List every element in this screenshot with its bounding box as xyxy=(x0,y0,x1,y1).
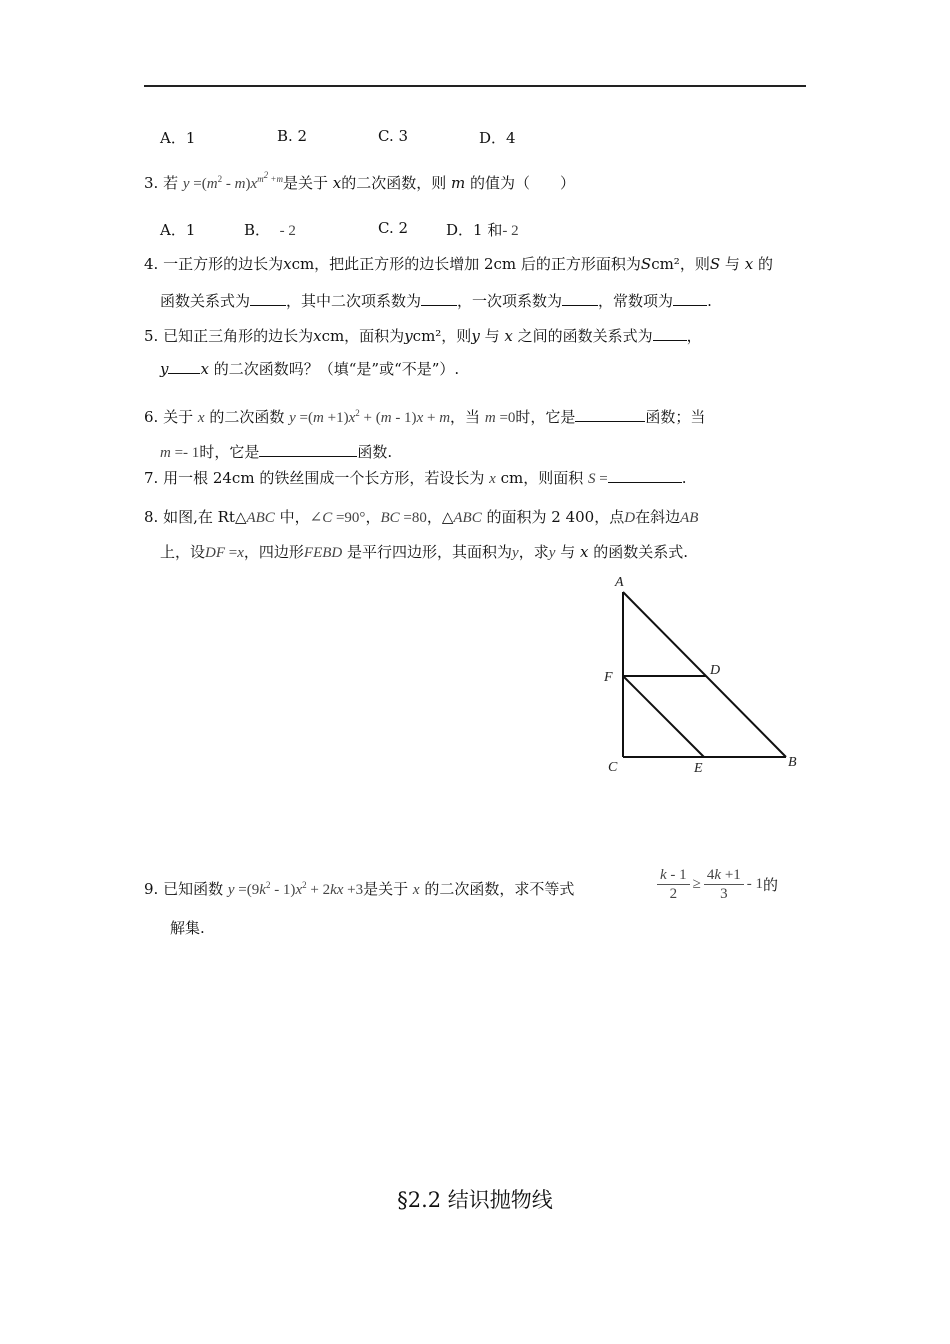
question-7: 7. 用一根 24cm 的铁丝围成一个长方形，若设长为 x cm，则面积 S = . xyxy=(144,469,687,487)
q2-option-a: A．1 xyxy=(160,129,196,147)
label-b: B xyxy=(788,755,797,770)
q3-option-c: C. 2 xyxy=(378,219,409,237)
question-6-line-1: 6. 关于 x 的二次函数 $y =(m +1)x^2 + (m - 1)x + m$，当 m =0时，它是 函数；当 xyxy=(144,408,706,426)
label-a: A xyxy=(615,575,624,590)
segment-fe xyxy=(623,676,704,757)
label-d: D xyxy=(710,663,721,678)
header-rule xyxy=(144,85,806,87)
q9-inequality: $\frac{k - 1}{2}$ ≥ $\frac{4k +1}{3}$ - 1的 xyxy=(654,866,778,903)
question-8-line-1: 8. 如图,在 Rt△ABC 中，∠C =90°，BC =80，△ABC 的面积为 2 400，点D在斜边AB xyxy=(144,508,699,526)
q3-option-a: A．1 xyxy=(160,221,196,239)
question-9-line-1: 9. 已知函数 $y =(9k^2 - 1)x^2 + 2kx +3$是关于 x 的二次函数，求不等式 xyxy=(144,880,575,898)
question-8-line-2: 上，设DF =x，四边形FEBD 是平行四边形，其面积为y，求y 与 x 的函数关系式. xyxy=(160,543,689,561)
question-4-line-1: 4. 一正方形的边长为xcm，把此正方形的边长增加 2cm 后的正方形面积为Scm²，则S 与 x 的 xyxy=(144,255,773,273)
question-4-line-2: 函数关系式为 ，其中二次项系数为 ，一次项系数为 ，常数项为 . xyxy=(160,292,712,310)
q2-option-b: B. 2 xyxy=(277,127,308,145)
label-e: E xyxy=(694,761,703,776)
question-6-line-2: m =- 1时，它是 函数. xyxy=(160,443,393,461)
q3-option-d: D．1 和- 2 xyxy=(446,221,519,239)
q2-option-d: D．4 xyxy=(479,129,516,147)
question-9-line-2: 解集. xyxy=(170,919,205,937)
question-3: 3. 若 $y =(m^2 - m)x^{m^2 +m}$是关于 x的二次函数，则 m 的值为（ ） xyxy=(144,170,576,192)
section-title: §2.2 结识抛物线 xyxy=(397,1188,553,1212)
label-c: C xyxy=(608,760,618,775)
label-f: F xyxy=(604,670,613,685)
question-5-line-2: y x 的二次函数吗？（填“是”或“不是”）. xyxy=(160,360,460,378)
q2-option-c: C. 3 xyxy=(378,127,409,145)
question-5-line-1: 5. 已知正三角形的边长为xcm，面积为ycm²，则y 与 x 之间的函数关系式为 ， xyxy=(144,327,702,345)
triangle-figure xyxy=(600,572,810,782)
q3-option-b: B． - 2 xyxy=(244,221,296,239)
edge-ab xyxy=(623,592,786,757)
